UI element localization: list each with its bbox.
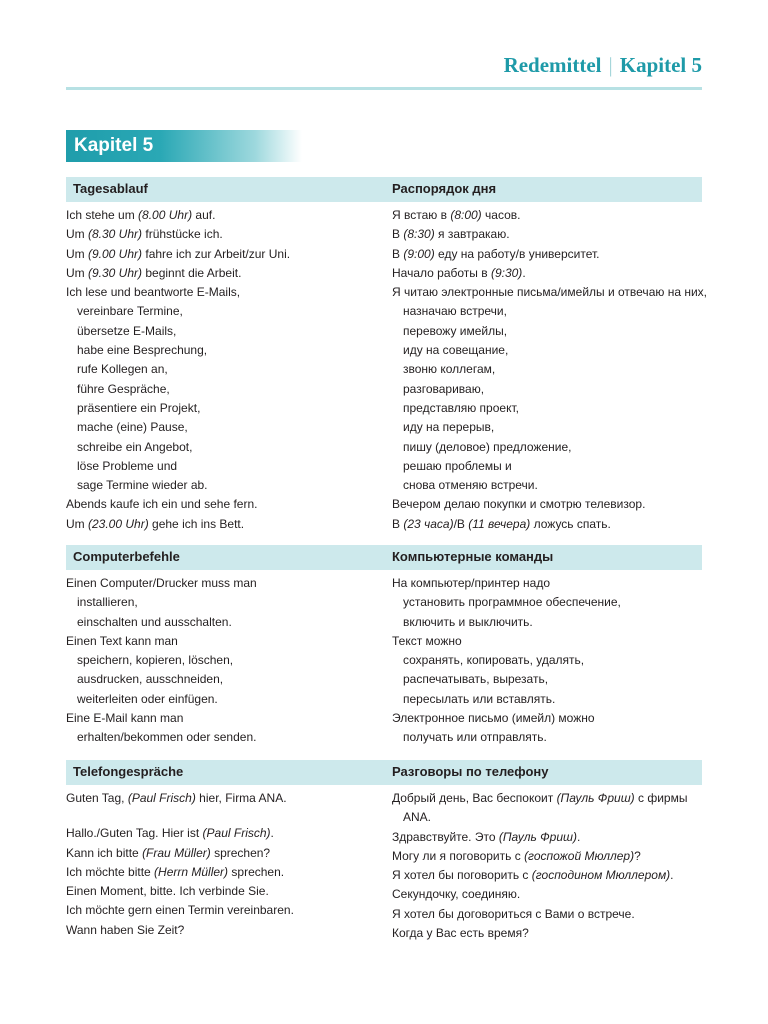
phrase-text: с фирмы [634, 791, 688, 805]
phrase-line [392, 360, 707, 379]
phrase-text: übersetze E-Mails, [77, 323, 177, 338]
phrase-text: vereinbare Termine, [77, 304, 183, 319]
phrase-text: решаю проблемы и [403, 458, 512, 473]
placeholder-text: (Пауль Фриш) [556, 791, 635, 805]
phrase-text: mache (eine) Pause, [77, 420, 188, 435]
phrase-line [392, 808, 687, 827]
placeholder-text: (Paul Frisch) [127, 791, 196, 805]
phrase-line [392, 438, 707, 457]
phrase-line [392, 593, 621, 612]
phrase-text: установить программное обеспечение, [403, 595, 621, 610]
phrase-line [392, 613, 621, 632]
phrase-line [66, 399, 290, 418]
phrase-text: Ich möchte gern einen Termin vereinbaren. [66, 903, 294, 918]
phrase-line [66, 709, 257, 728]
phrase-text: sprechen. [228, 864, 285, 879]
phrase-line [66, 360, 290, 379]
phrase-line [392, 245, 707, 264]
chapter-tab [66, 130, 302, 162]
phrase-text: В [392, 516, 404, 531]
phrase-text: speichern, kopieren, löschen, [77, 653, 234, 668]
section-title-de: Tagesablauf [73, 181, 148, 196]
phrase-line [392, 341, 707, 360]
phrase-line [392, 924, 687, 943]
phrase-line [66, 844, 294, 863]
phrase-line [66, 651, 257, 670]
phrase-line [392, 847, 687, 866]
phrase-text: Текст можно [392, 633, 462, 648]
phrase-text: сохранять, копировать, удалять, [403, 653, 585, 668]
phrase-line [392, 690, 621, 709]
phrase-line [392, 322, 707, 341]
running-head-separator: | [608, 53, 613, 77]
phrase-line [66, 808, 294, 824]
placeholder-text: (Herrn Müller) [154, 864, 229, 879]
placeholder-text: (11 вечера) [468, 516, 531, 531]
phrase-text: Um [66, 227, 88, 242]
phrase-text: präsentiere ein Projekt, [77, 400, 201, 415]
phrase-text: sprechen? [210, 845, 271, 860]
phrase-line [392, 399, 707, 418]
phrase-text: Секундочку, соединяю. [392, 887, 521, 902]
phrase-text: Einen Moment, bitte. Ich verbinde Sie. [66, 884, 269, 899]
phrase-text: installieren, [77, 595, 138, 610]
section-title-de: Telefongespräche [73, 764, 184, 779]
phrase-text: rufe Kollegen an, [77, 362, 168, 377]
phrase-line [66, 690, 257, 709]
phrase-text: Я хотел бы поговорить с [392, 868, 532, 883]
phrase-text: Abends kaufe ich ein und sehe fern. [66, 497, 258, 512]
phrase-text: weiterleiten oder einfügen. [77, 691, 218, 706]
phrase-text: иду на совещание, [403, 343, 509, 358]
section-title-ru: Компьютерные команды [392, 549, 554, 564]
phrase-line [66, 593, 257, 612]
placeholder-text: (23 часа) [403, 516, 454, 531]
phrase-text: schreibe ein Angebot, [77, 439, 193, 454]
section-title-ru: Разговоры по телефону [392, 764, 549, 779]
section-header [66, 545, 702, 570]
placeholder-text: (госпожой Мюллер) [524, 848, 635, 863]
phrase-line [392, 515, 707, 534]
phrase-line [66, 283, 290, 302]
section-title-ru: Распорядок дня [392, 181, 497, 196]
section-title-de: Computerbefehle [73, 549, 180, 564]
phrase-text: auf. [192, 208, 216, 222]
phrase-text: Ich stehe um [66, 208, 139, 222]
placeholder-text: (8:00) [450, 208, 482, 222]
phrase-text: иду на перерыв, [403, 420, 495, 435]
phrase-text: Начало работы в [392, 265, 491, 280]
phrase-line [66, 438, 290, 457]
phrase-text: представляю проект, [403, 400, 519, 415]
phrase-text: habe eine Besprechung, [77, 343, 208, 358]
phrase-text: Вечером делаю покупки и смотрю телевизор. [392, 497, 646, 512]
phrase-text: Когда у Вас есть время? [392, 926, 529, 941]
phrase-text: führe Gespräche, [77, 381, 170, 396]
section-tagesablauf [66, 177, 707, 531]
phrase-text: ANA. [403, 810, 432, 825]
phrase-line [392, 418, 707, 437]
phrase-line [392, 380, 707, 399]
phrase-line [66, 495, 290, 514]
running-head-title: Redemittel [503, 53, 602, 77]
placeholder-text: (Frau Müller) [142, 845, 211, 860]
phrase-text: sage Termine wieder ab. [77, 478, 208, 493]
phrase-line [392, 670, 621, 689]
phrase-text: В [392, 227, 404, 242]
phrase-line [66, 670, 257, 689]
phrase-line [66, 901, 294, 920]
phrase-line [66, 515, 290, 534]
phrase-text: einschalten und ausschalten. [77, 614, 232, 629]
phrase-text: включить и выключить. [403, 614, 533, 629]
phrase-text: снова отменяю встречи. [403, 478, 538, 493]
phrase-text: Я читаю электронные письма/имейлы и отвечаю на них, [392, 285, 707, 300]
phrase-text: hier, Firma ANA. [195, 791, 287, 805]
russian-column [392, 206, 707, 534]
phrase-text: Я встаю в [392, 208, 451, 222]
phrase-text: Электронное письмо (имейл) можно [392, 711, 595, 726]
phrase-text: Einen Computer/Drucker muss man [66, 576, 257, 590]
placeholder-text: (Пауль Фриш) [498, 829, 577, 844]
phrase-line [66, 457, 290, 476]
phrase-line [66, 921, 294, 940]
phrase-text: . [522, 265, 526, 280]
phrase-text: fahre ich zur Arbeit/zur Uni. [142, 246, 291, 261]
phrase-line [66, 863, 294, 882]
phrase-line [66, 302, 290, 321]
section-header [66, 177, 702, 202]
phrase-text: Guten Tag, [66, 791, 128, 805]
phrase-text: распечатывать, вырезать, [403, 672, 549, 687]
phrase-text: звоню коллегам, [403, 362, 496, 377]
phrase-text: часов. [481, 208, 521, 222]
phrase-text: еду на работу/в университет. [434, 246, 600, 261]
phrase-line [66, 882, 294, 901]
placeholder-text: (9.30 Uhr) [88, 265, 143, 280]
phrase-text: Hallo./Guten Tag. Hier ist [66, 826, 203, 841]
phrase-text: ? [634, 848, 641, 863]
phrase-line [66, 264, 290, 283]
german-column [66, 789, 294, 940]
phrase-line [392, 866, 687, 885]
placeholder-text: (9:00) [403, 246, 435, 261]
placeholder-text: (8.00 Uhr) [138, 208, 193, 222]
phrase-text: разговариваю, [403, 381, 485, 396]
phrase-line [392, 632, 621, 651]
phrase-text: Um [66, 265, 88, 280]
phrase-line [392, 476, 707, 495]
placeholder-text: (9.00 Uhr) [88, 246, 143, 261]
phrase-line [392, 495, 707, 514]
phrase-line [66, 245, 290, 264]
phrase-text: Um [66, 516, 88, 531]
phrase-text: пересылать или вставлять. [403, 691, 556, 706]
phrase-line [66, 632, 257, 651]
phrase-line [392, 789, 687, 808]
phrase-line [392, 302, 707, 321]
phrase-line [66, 206, 290, 225]
placeholder-text: (8:30) [403, 227, 435, 242]
phrase-line [392, 457, 707, 476]
phrase-text: . [670, 868, 674, 883]
section-telefongespraeche [66, 760, 702, 941]
phrase-text: Wann haben Sie Zeit? [66, 922, 185, 937]
chapter-title: Kapitel 5 [74, 135, 154, 156]
phrase-line [392, 574, 621, 593]
phrase-line [392, 728, 621, 747]
phrase-line [392, 264, 707, 283]
section-header [66, 760, 702, 785]
placeholder-text: (Paul Frisch) [202, 826, 271, 841]
phrase-text: erhalten/bekommen oder senden. [77, 730, 257, 745]
phrase-line [392, 709, 621, 728]
phrase-text: ausdrucken, ausschneiden, [77, 672, 224, 687]
phrase-line [66, 380, 290, 399]
phrase-text: Einen Text kann man [66, 633, 178, 648]
phrase-text: Ich möchte bitte [66, 864, 155, 879]
phrase-text: На компьютер/принтер надо [392, 576, 551, 590]
phrase-line [66, 574, 257, 593]
phrase-line [392, 828, 687, 847]
phrase-line [392, 206, 707, 225]
phrase-text: . [576, 829, 581, 844]
phrase-line [66, 341, 290, 360]
phrase-text: Eine E-Mail kann man [66, 711, 184, 726]
phrase-line [392, 651, 621, 670]
phrase-text: gehe ich ins Bett. [148, 516, 245, 531]
russian-column [392, 789, 687, 943]
phrase-line [66, 789, 294, 808]
phrase-text: beginnt die Arbeit. [142, 265, 242, 280]
phrase-line [66, 476, 290, 495]
header-rule [66, 87, 702, 90]
german-column [66, 206, 290, 534]
phrase-text: Kann ich bitte [66, 845, 143, 860]
phrase-line [66, 613, 257, 632]
russian-column [392, 574, 621, 748]
phrase-line [66, 418, 290, 437]
phrase-text: я завтракаю. [434, 227, 510, 242]
phrase-line [66, 728, 257, 747]
phrase-text: Я хотел бы договориться с Вами о встрече. [392, 906, 635, 921]
placeholder-text: (9:30) [490, 265, 523, 280]
phrase-text: В [392, 246, 404, 261]
running-head [504, 53, 702, 78]
phrase-line [392, 225, 707, 244]
phrase-text: Могу ли я поговорить с [392, 848, 525, 863]
phrase-line [392, 283, 707, 302]
phrase-text: получать или отправлять. [403, 730, 547, 745]
phrase-text: frühstücke ich. [142, 227, 223, 242]
placeholder-text: (23.00 Uhr) [88, 516, 149, 531]
german-column [66, 574, 257, 748]
phrase-line [392, 905, 687, 924]
phrase-text: пишу (деловое) предложение, [403, 439, 572, 454]
phrase-text: Добрый день, Вас беспокоит [392, 791, 557, 805]
phrase-line [392, 885, 687, 904]
section-computerbefehle [66, 545, 702, 745]
placeholder-text: (господином Мюллером) [531, 868, 671, 883]
phrase-text: löse Probleme und [77, 458, 178, 473]
running-head-chapter: Kapitel 5 [619, 53, 702, 77]
phrase-text: . [270, 826, 274, 841]
phrase-text: перевожу имейлы, [403, 323, 508, 338]
phrase-line [66, 824, 294, 843]
phrase-line [66, 225, 290, 244]
placeholder-text: (8.30 Uhr) [88, 227, 143, 242]
phrase-text: Ich lese und beantworte E-Mails, [66, 285, 241, 300]
phrase-text: Um [66, 246, 88, 261]
phrase-text: ложусь спать. [530, 516, 611, 531]
phrase-text: /В [453, 516, 469, 531]
phrase-text: назначаю встречи, [403, 304, 507, 319]
phrase-line [66, 322, 290, 341]
phrase-text: Здравствуйте. Это [392, 829, 499, 844]
